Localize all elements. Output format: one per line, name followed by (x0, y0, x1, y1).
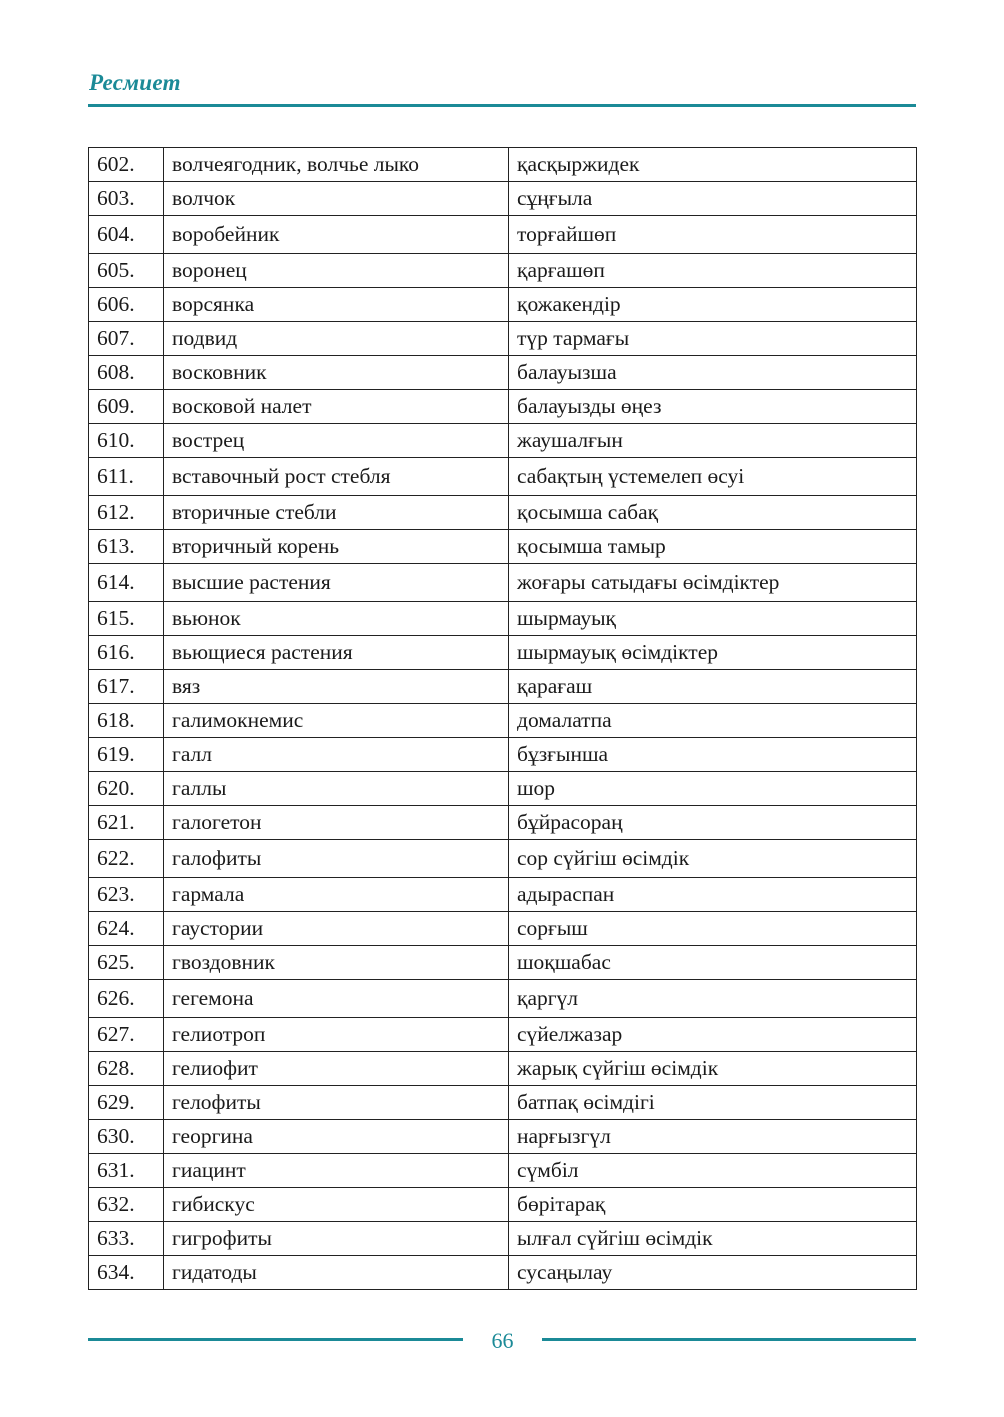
table-row (89, 424, 917, 458)
table-row (89, 1086, 917, 1120)
glossary-table-body (89, 148, 917, 1290)
term-kazakh: сабақтың үстемелеп өсуі (509, 458, 917, 496)
term-number: 603. (89, 182, 164, 216)
term-kazakh: қосымша сабақ (509, 496, 917, 530)
term-russian: ворсянка (164, 288, 509, 322)
table-row (89, 738, 917, 772)
term-number: 616. (89, 636, 164, 670)
term-kazakh: қарағаш (509, 670, 917, 704)
term-russian: гармала (164, 878, 509, 912)
term-number: 625. (89, 946, 164, 980)
term-russian: гегемона (164, 980, 509, 1018)
table-row (89, 322, 917, 356)
term-kazakh: балауызша (509, 356, 917, 390)
term-russian: вторичный корень (164, 530, 509, 564)
term-kazakh: шоқшабас (509, 946, 917, 980)
term-kazakh: шырмауық өсімдіктер (509, 636, 917, 670)
table-row (89, 390, 917, 424)
table-row (89, 1120, 917, 1154)
term-russian: вторичные стебли (164, 496, 509, 530)
term-russian: гидатоды (164, 1256, 509, 1290)
term-number: 624. (89, 912, 164, 946)
table-row (89, 840, 917, 878)
term-number: 618. (89, 704, 164, 738)
term-kazakh: сүйелжазар (509, 1018, 917, 1052)
table-row (89, 458, 917, 496)
term-kazakh: торғайшөп (509, 216, 917, 254)
term-russian: гвоздовник (164, 946, 509, 980)
term-russian: вострец (164, 424, 509, 458)
term-number: 607. (89, 322, 164, 356)
term-russian: гелиотроп (164, 1018, 509, 1052)
table-row (89, 602, 917, 636)
term-number: 626. (89, 980, 164, 1018)
table-row (89, 1052, 917, 1086)
term-russian: подвид (164, 322, 509, 356)
term-kazakh: сүмбіл (509, 1154, 917, 1188)
term-kazakh: қожакендір (509, 288, 917, 322)
term-kazakh: домалатпа (509, 704, 917, 738)
term-kazakh: сорғыш (509, 912, 917, 946)
term-russian: гелиофит (164, 1052, 509, 1086)
table-row (89, 1018, 917, 1052)
term-russian: волчеягодник, волчье лыко (164, 148, 509, 182)
term-kazakh: жаушалғын (509, 424, 917, 458)
term-russian: восковой налет (164, 390, 509, 424)
term-russian: воронец (164, 254, 509, 288)
term-number: 602. (89, 148, 164, 182)
term-kazakh: жоғары сатыдағы өсімдіктер (509, 564, 917, 602)
term-number: 606. (89, 288, 164, 322)
table-row (89, 806, 917, 840)
table-row (89, 216, 917, 254)
table-row (89, 1256, 917, 1290)
page-header-title: Ресмиет (89, 70, 181, 95)
term-russian: гелофиты (164, 1086, 509, 1120)
term-kazakh: сұңғыла (509, 182, 917, 216)
table-row (89, 772, 917, 806)
term-russian: воробейник (164, 216, 509, 254)
term-russian: галимокнемис (164, 704, 509, 738)
table-row (89, 980, 917, 1018)
table-row (89, 496, 917, 530)
term-russian: галофиты (164, 840, 509, 878)
term-number: 611. (89, 458, 164, 496)
term-russian: вяз (164, 670, 509, 704)
term-number: 612. (89, 496, 164, 530)
term-number: 614. (89, 564, 164, 602)
term-russian: гигрофиты (164, 1222, 509, 1256)
term-number: 610. (89, 424, 164, 458)
term-kazakh: бұйрасораң (509, 806, 917, 840)
term-russian: восковник (164, 356, 509, 390)
term-kazakh: шор (509, 772, 917, 806)
term-russian: галогетон (164, 806, 509, 840)
term-kazakh: қарғашөп (509, 254, 917, 288)
term-number: 631. (89, 1154, 164, 1188)
term-number: 615. (89, 602, 164, 636)
term-kazakh: сор сүйгіш өсімдік (509, 840, 917, 878)
table-row (89, 530, 917, 564)
term-number: 629. (89, 1086, 164, 1120)
footer-divider-right (542, 1338, 916, 1341)
term-kazakh: нарғызгүл (509, 1120, 917, 1154)
term-number: 622. (89, 840, 164, 878)
term-number: 634. (89, 1256, 164, 1290)
term-number: 617. (89, 670, 164, 704)
term-number: 623. (89, 878, 164, 912)
term-kazakh: адыраспан (509, 878, 917, 912)
table-row (89, 878, 917, 912)
term-russian: галлы (164, 772, 509, 806)
term-kazakh: шырмауық (509, 602, 917, 636)
term-russian: высшие растения (164, 564, 509, 602)
term-kazakh: қосымша тамыр (509, 530, 917, 564)
term-kazakh: бөрітарақ (509, 1188, 917, 1222)
term-kazakh: балауызды өңез (509, 390, 917, 424)
term-russian: галл (164, 738, 509, 772)
term-russian: георгина (164, 1120, 509, 1154)
term-kazakh: сусаңылау (509, 1256, 917, 1290)
term-russian: гиацинт (164, 1154, 509, 1188)
term-russian: вьющиеся растения (164, 636, 509, 670)
term-russian: волчок (164, 182, 509, 216)
term-number: 628. (89, 1052, 164, 1086)
table-row (89, 254, 917, 288)
table-row (89, 1188, 917, 1222)
term-kazakh: жарық сүйгіш өсімдік (509, 1052, 917, 1086)
table-row (89, 1154, 917, 1188)
term-number: 632. (89, 1188, 164, 1222)
term-number: 613. (89, 530, 164, 564)
table-row (89, 182, 917, 216)
table-row (89, 564, 917, 602)
term-number: 633. (89, 1222, 164, 1256)
term-number: 608. (89, 356, 164, 390)
term-number: 630. (89, 1120, 164, 1154)
term-russian: вьюнок (164, 602, 509, 636)
table-row (89, 356, 917, 390)
term-kazakh: түр тармағы (509, 322, 917, 356)
table-row (89, 912, 917, 946)
table-row (89, 148, 917, 182)
term-number: 619. (89, 738, 164, 772)
table-row (89, 704, 917, 738)
table-row (89, 288, 917, 322)
term-number: 627. (89, 1018, 164, 1052)
term-number: 604. (89, 216, 164, 254)
term-russian: вставочный рост стебля (164, 458, 509, 496)
term-number: 620. (89, 772, 164, 806)
table-row (89, 946, 917, 980)
term-kazakh: батпақ өсімдігі (509, 1086, 917, 1120)
table-row (89, 636, 917, 670)
footer-divider-left (88, 1338, 463, 1341)
term-kazakh: ылғал сүйгіш өсімдік (509, 1222, 917, 1256)
glossary-table (88, 147, 917, 1290)
term-russian: гаустории (164, 912, 509, 946)
term-russian: гибискус (164, 1188, 509, 1222)
table-row (89, 1222, 917, 1256)
page-number: 66 (491, 1328, 514, 1353)
term-kazakh: қаргүл (509, 980, 917, 1018)
term-number: 621. (89, 806, 164, 840)
header-divider (88, 104, 916, 107)
term-kazakh: бұзғынша (509, 738, 917, 772)
table-row (89, 670, 917, 704)
term-kazakh: қасқыржидек (509, 148, 917, 182)
term-number: 609. (89, 390, 164, 424)
term-number: 605. (89, 254, 164, 288)
